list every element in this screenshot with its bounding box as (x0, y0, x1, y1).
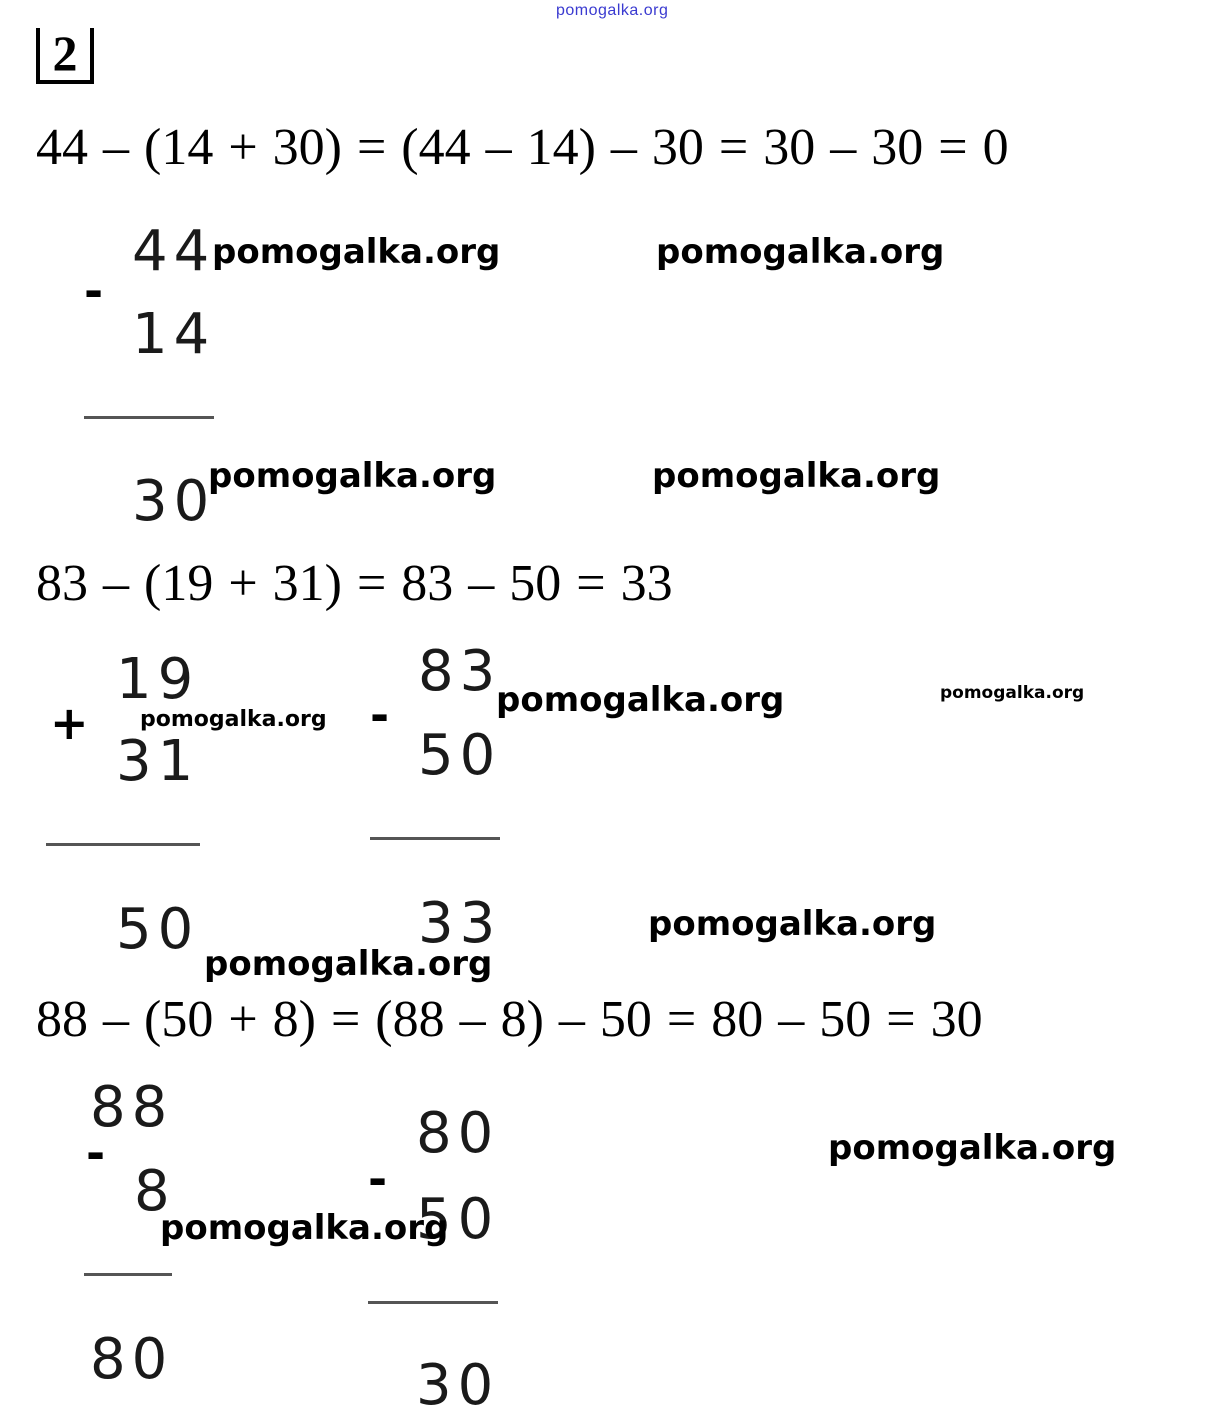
minus-sign: - (86, 1126, 106, 1180)
column-minuend: 80 (416, 1101, 500, 1166)
minus-sign: - (84, 264, 104, 318)
column-divider (370, 837, 500, 840)
minus-sign: - (370, 688, 390, 742)
watermark: pomogalka.org (940, 683, 1085, 703)
equation-1: 44 – (14 + 30) = (44 – 14) – 30 = 30 – 30 = 0 (36, 119, 1009, 176)
watermark: pomogalka.org (648, 904, 937, 944)
column-divider (84, 416, 214, 419)
column-result: 50 (116, 897, 200, 962)
watermark: pomogalka.org (828, 1128, 1117, 1168)
equation-2: 83 – (19 + 31) = 83 – 50 = 33 (36, 555, 673, 612)
column-minuend: 44 (132, 219, 216, 284)
minus-sign: - (368, 1152, 388, 1206)
column-result: 80 (90, 1327, 174, 1392)
column-addend-1: 19 (116, 647, 200, 712)
column-result: 30 (132, 469, 216, 534)
column-addend-2: 31 (116, 729, 200, 794)
site-watermark-top: pomogalka.org (556, 2, 669, 19)
equation-3: 88 – (50 + 8) = (88 – 8) – 50 = 80 – 50 = 30 (36, 991, 983, 1048)
watermark: pomogalka.org (204, 944, 493, 984)
column-divider (368, 1301, 498, 1304)
watermark: pomogalka.org (652, 456, 941, 496)
column-subtrahend: 50 (418, 723, 502, 788)
column-subtrahend: 50 (416, 1187, 500, 1252)
column-divider (84, 1273, 172, 1276)
watermark: pomogalka.org (140, 707, 327, 732)
column-minuend: 88 (90, 1075, 174, 1140)
column-minuend: 83 (418, 639, 502, 704)
column-subtrahend: 8 (134, 1159, 176, 1224)
column-divider (46, 843, 200, 846)
column-result: 30 (416, 1353, 500, 1418)
watermark: pomogalka.org (656, 232, 945, 272)
watermark: pomogalka.org (160, 1208, 449, 1248)
watermark: pomogalka.org (208, 456, 497, 496)
task-number: 2 (36, 28, 94, 84)
watermark: pomogalka.org (496, 680, 785, 720)
column-subtrahend: 14 (132, 302, 216, 367)
plus-sign: + (50, 696, 89, 750)
watermark: pomogalka.org (212, 232, 501, 272)
column-result: 33 (418, 891, 502, 956)
